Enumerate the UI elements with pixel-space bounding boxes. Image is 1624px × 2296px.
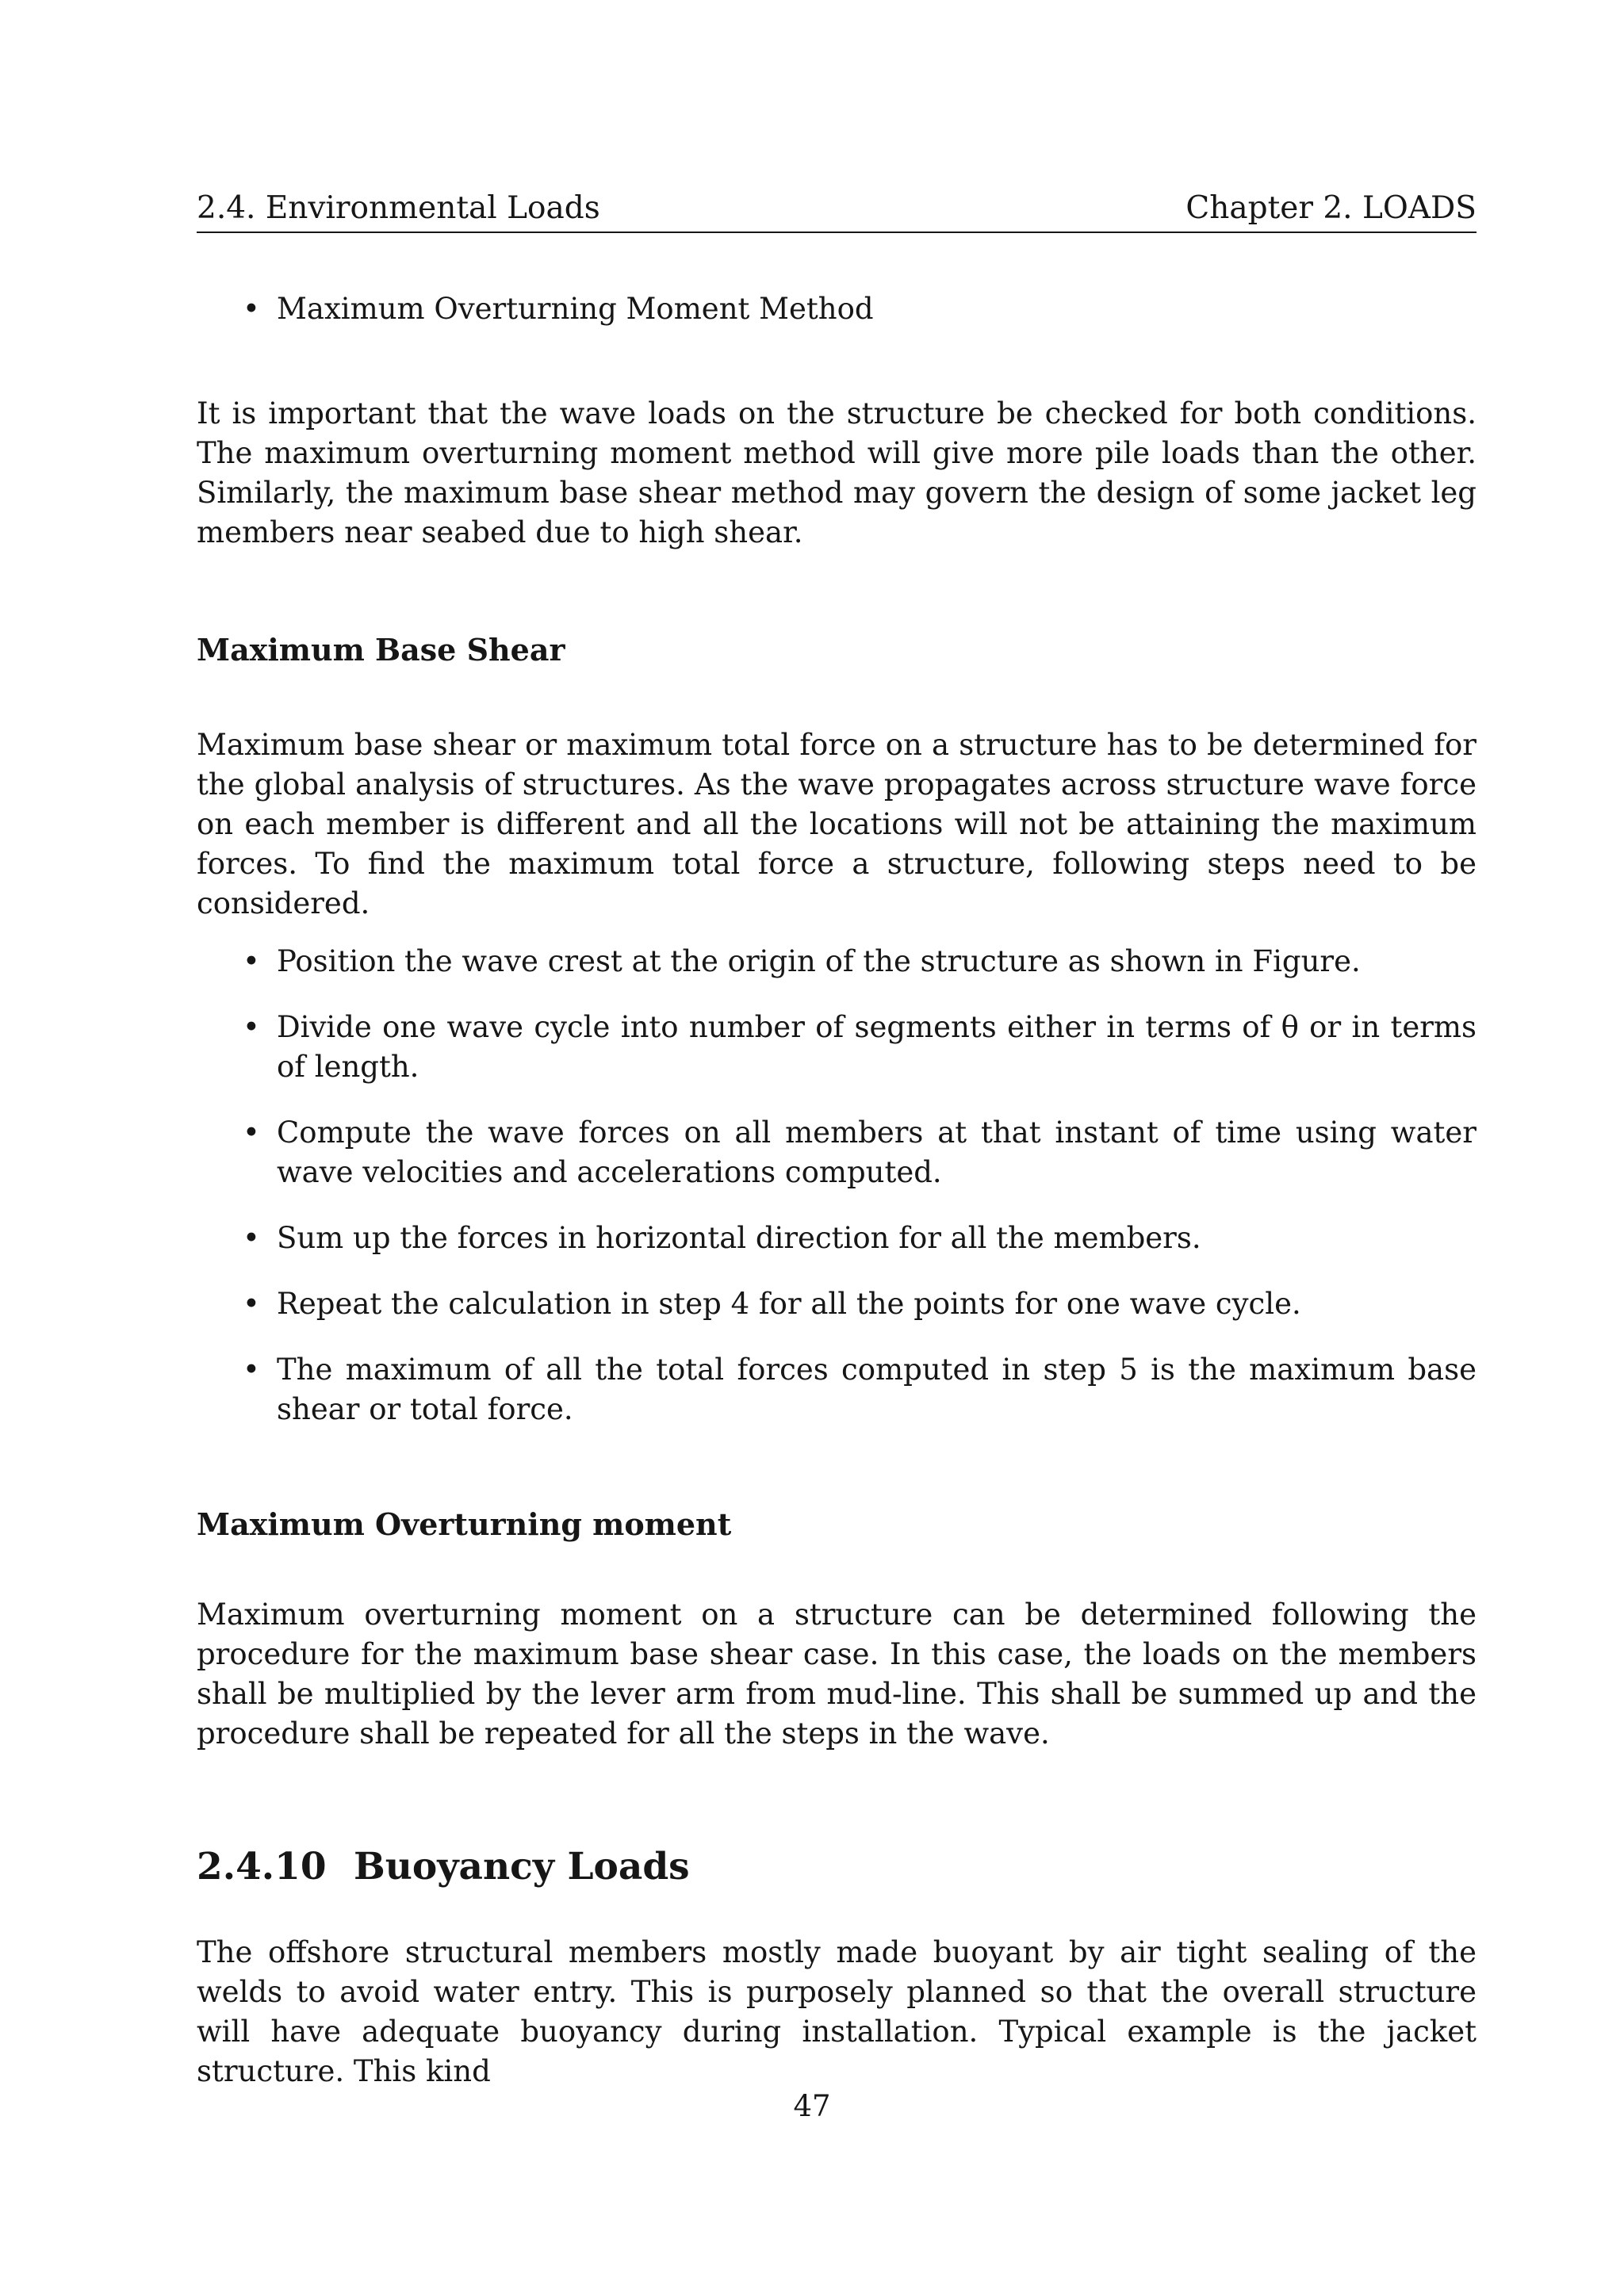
base-shear-paragraph: Maximum base shear or maximum total force on a structure has to be determined for the global analysis of structures. As the wave propagates across structure wave force on each member is different and all the locations will not be attaining the maximum forces. To find the maximum total force a structure, following steps need to be considered. bbox=[197, 728, 1477, 920]
list-item bbox=[197, 942, 1477, 982]
list-item-text: Sum up the forces in horizontal direction for all the members. bbox=[277, 1221, 1201, 1255]
section-title: Buoyancy Loads bbox=[354, 1845, 690, 1888]
list-item-text: Position the wave crest at the origin of the structure as shown in Figure. bbox=[277, 944, 1361, 978]
list-item-text: Compute the wave forces on all members at that instant of time using water wave velocities and accelerations computed. bbox=[277, 1115, 1477, 1189]
list-item bbox=[197, 1350, 1477, 1429]
intro-paragraph: It is important that the wave loads on the structure be checked for both conditions. The maximum overturning moment method will give more pile loads than the other. Similarly, the maximum base shear method may govern the design of some jacket leg members near seabed due to high shear. bbox=[197, 396, 1477, 549]
method-list bbox=[197, 289, 1477, 329]
list-item bbox=[197, 1219, 1477, 1258]
list-item-text: The maximum of all the total forces computed in step 5 is the maximum base shear or total force. bbox=[277, 1353, 1477, 1426]
bullet-icon: • bbox=[243, 944, 260, 978]
overturning-paragraph: Maximum overturning moment on a structure can be determined following the procedure for the maximum base shear case. In this case, the loads on the members shall be multiplied by the lever arm from mud-line. This shall be summed up and the procedure shall be repeated for all the steps in the wave. bbox=[197, 1598, 1477, 1751]
page-number: 47 bbox=[793, 2089, 831, 2123]
list-item bbox=[197, 1008, 1477, 1087]
bullet-icon: • bbox=[243, 1353, 260, 1387]
bullet-icon: • bbox=[243, 1010, 260, 1044]
bullet-icon: • bbox=[243, 292, 260, 326]
bullet-icon: • bbox=[243, 1287, 260, 1321]
list-item-text: Divide one wave cycle into number of segments either in terms of θ or in terms of length. bbox=[277, 1010, 1477, 1084]
list-item-text: Maximum Overturning Moment Method bbox=[277, 292, 874, 326]
section-heading bbox=[197, 1843, 690, 1891]
bullet-icon: • bbox=[243, 1221, 260, 1255]
header-chapter-title: Chapter 2. LOADS bbox=[1185, 190, 1477, 226]
base-shear-steps bbox=[197, 942, 1477, 1429]
list-item-text: Repeat the calculation in step 4 for all the points for one wave cycle. bbox=[277, 1287, 1301, 1321]
list-item bbox=[197, 1113, 1477, 1192]
overturning-heading: Maximum Overturning moment bbox=[197, 1506, 732, 1542]
section-number: 2.4.10 bbox=[197, 1845, 327, 1888]
list-item bbox=[197, 289, 1477, 329]
bullet-icon: • bbox=[243, 1115, 260, 1150]
running-header bbox=[197, 190, 1477, 233]
buoyancy-paragraph: The offshore structural members mostly made buoyant by air tight sealing of the welds to avoid water entry. This is purposely planned so that the overall structure will have adequate buoyancy during installation. Typical example is the jacket structure. This kind bbox=[197, 1935, 1477, 2088]
header-section-title: 2.4. Environmental Loads bbox=[197, 190, 600, 226]
list-item bbox=[197, 1284, 1477, 1324]
base-shear-heading: Maximum Base Shear bbox=[197, 632, 565, 668]
